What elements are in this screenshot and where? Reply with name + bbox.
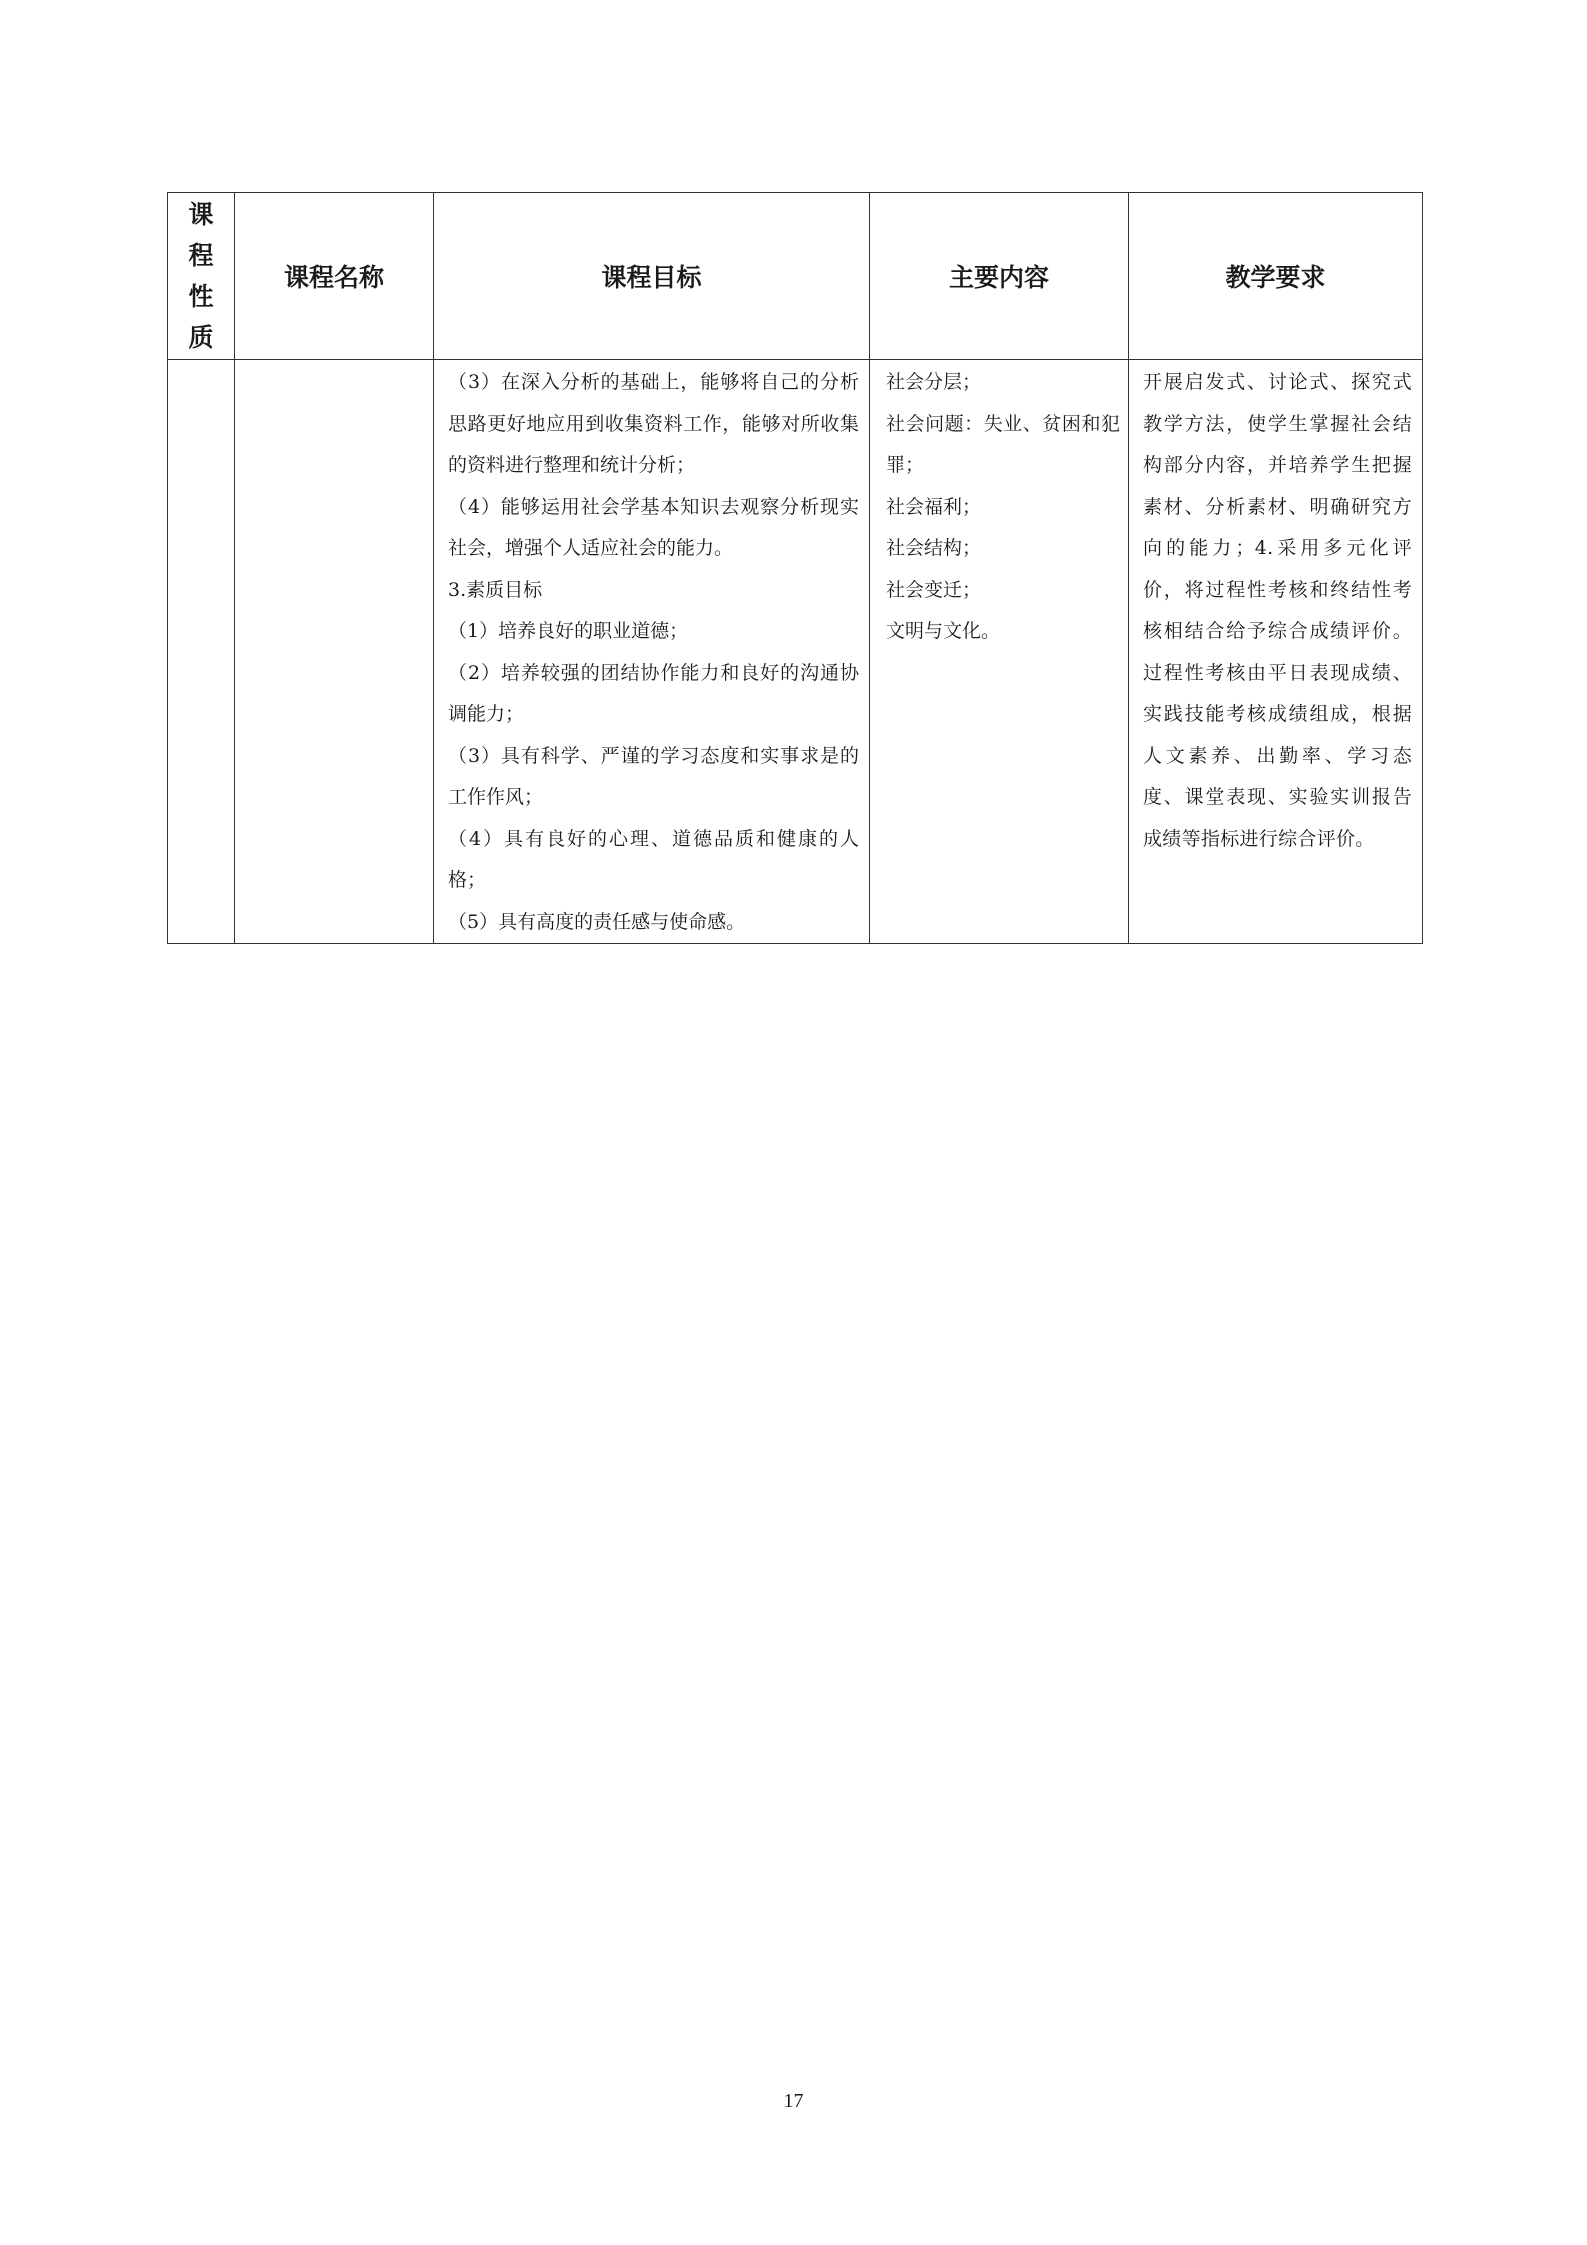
requirements-text: 开展启发式、讨论式、探究式教学方法，使学生掌握社会结构部分内容，并培养学生把握素材、分析素材、明确研究方向的能力；4.采用多元化评价，将过程性考核和终结性考核相结合给予综合成绩评价。过程性考核由平日表现成绩、实践技能考核成绩组成，根据人文素养、出勤率、学习态度、课堂表现、实验实训报告成绩等指标进行综合评价。	[1143, 371, 1412, 850]
cell-main-content	[870, 360, 1129, 944]
header-nature-char: 课	[188, 200, 214, 229]
objective-item: （1）培养良好的职业道德；	[448, 620, 689, 642]
content-item: 社会变迁；	[886, 578, 982, 601]
header-course-objectives: 课程目标	[434, 193, 870, 360]
content-item: 社会福利；	[886, 495, 982, 518]
objective-item: （3）在深入分析的基础上，能够将自己的分析思路更好地应用到收集资料工作，能够对所收集的资料进行整理和统计分析；	[448, 371, 859, 476]
cell-teaching-requirements	[1129, 360, 1423, 944]
header-teaching-requirements: 教学要求	[1129, 193, 1423, 360]
page-number: 17	[783, 2090, 804, 2112]
cell-course-objectives	[434, 360, 870, 944]
cell-course-nature	[168, 360, 235, 944]
header-nature-char: 性	[188, 282, 214, 311]
content-item: 社会分层；	[886, 371, 982, 393]
objective-item: （4）能够运用社会学基本知识去观察分析现实社会，增强个人适应社会的能力。	[448, 495, 859, 559]
header-course-nature	[168, 193, 235, 360]
objective-item: （3）具有科学、严谨的学习态度和实事求是的工作作风；	[448, 744, 859, 808]
objective-item: （5）具有高度的责任感与使命感。	[448, 910, 746, 933]
header-main-content: 主要内容	[870, 193, 1129, 360]
objective-item: （2）培养较强的团结协作能力和良好的沟通协调能力；	[448, 661, 859, 725]
objective-item: （4）具有良好的心理、道德品质和健康的人格；	[448, 827, 859, 891]
table-header-row	[168, 193, 1423, 360]
objective-item: 3.素质目标	[448, 578, 543, 601]
header-nature-char: 质	[188, 323, 214, 352]
content-item: 社会问题：失业、贫困和犯罪；	[886, 412, 1120, 476]
table-row	[168, 360, 1423, 944]
content-item: 文明与文化。	[886, 620, 1001, 642]
cell-course-name	[235, 360, 434, 944]
content-item: 社会结构；	[886, 537, 982, 559]
header-nature-char: 程	[188, 241, 214, 270]
course-table	[167, 192, 1423, 944]
header-course-name: 课程名称	[235, 193, 434, 360]
